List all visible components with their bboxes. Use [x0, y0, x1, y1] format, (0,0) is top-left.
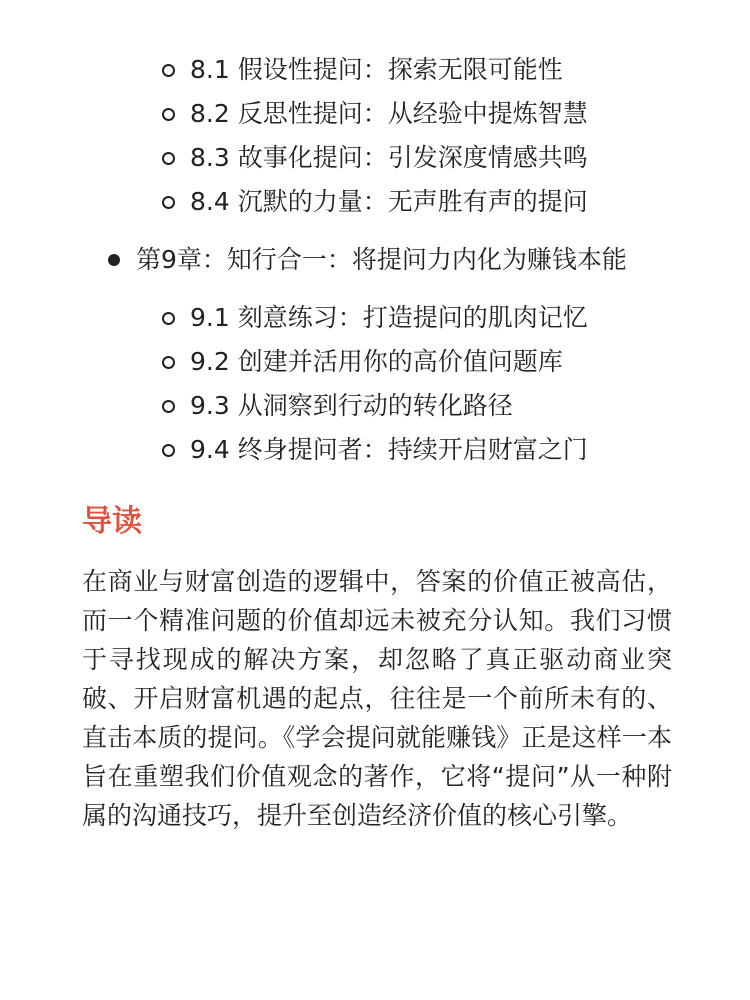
hollow-bullet-icon [162, 400, 175, 413]
toc-section-label: 8.4 沉默的力量：无声胜有声的提问 [190, 187, 588, 216]
toc-section-label: 8.3 故事化提问：引发深度情感共鸣 [190, 143, 588, 172]
toc-section-item [162, 180, 588, 224]
hollow-bullet-icon [162, 356, 175, 369]
toc-chapter-label: 第9章：知行合一：将提问力内化为赚钱本能 [136, 245, 627, 274]
section-heading: 导读 [82, 504, 142, 539]
toc-section-label: 9.2 创建并活用你的高价值问题库 [190, 347, 563, 376]
toc-section-item [162, 92, 588, 136]
hollow-bullet-icon [162, 312, 175, 325]
hollow-bullet-icon [162, 444, 175, 457]
hollow-bullet-icon [162, 64, 175, 77]
hollow-bullet-icon [162, 196, 175, 209]
toc-section-label: 9.4 终身提问者：持续开启财富之门 [190, 435, 588, 464]
toc-section-label: 8.1 假设性提问：探索无限可能性 [190, 55, 563, 84]
intro-paragraph: 在商业与财富创造的逻辑中，答案的价值正被高估，而一个精准问题的价值却远未被充分认知。我们习惯于寻找现成的解决方案，却忽略了真正驱动商业突破、开启财富机遇的起点，往往是一个前所未有的、直击本质的提问。《学会提问就能赚钱》正是这样一本旨在重塑我们价值观念的著作，它将“提问”从一种附属的沟通技巧，提升至创造经济价值的核心引擎。 [82, 567, 672, 830]
toc-section-item [162, 384, 588, 428]
toc-section-item [162, 296, 588, 340]
chapter8-section-list [162, 48, 588, 224]
toc-section-item [162, 136, 588, 180]
chapter9-section-list [162, 296, 588, 472]
toc-section-item [162, 428, 588, 472]
toc-section-label: 9.3 从洞察到行动的转化路径 [190, 391, 513, 420]
toc-section-item [162, 48, 588, 92]
toc-chapter-item [108, 238, 627, 282]
filled-bullet-icon [108, 254, 120, 266]
toc-section-item [162, 340, 588, 384]
hollow-bullet-icon [162, 152, 175, 165]
toc-section-label: 9.1 刻意练习：打造提问的肌肉记忆 [190, 303, 588, 332]
hollow-bullet-icon [162, 108, 175, 121]
toc-section-label: 8.2 反思性提问：从经验中提炼智慧 [190, 99, 588, 128]
